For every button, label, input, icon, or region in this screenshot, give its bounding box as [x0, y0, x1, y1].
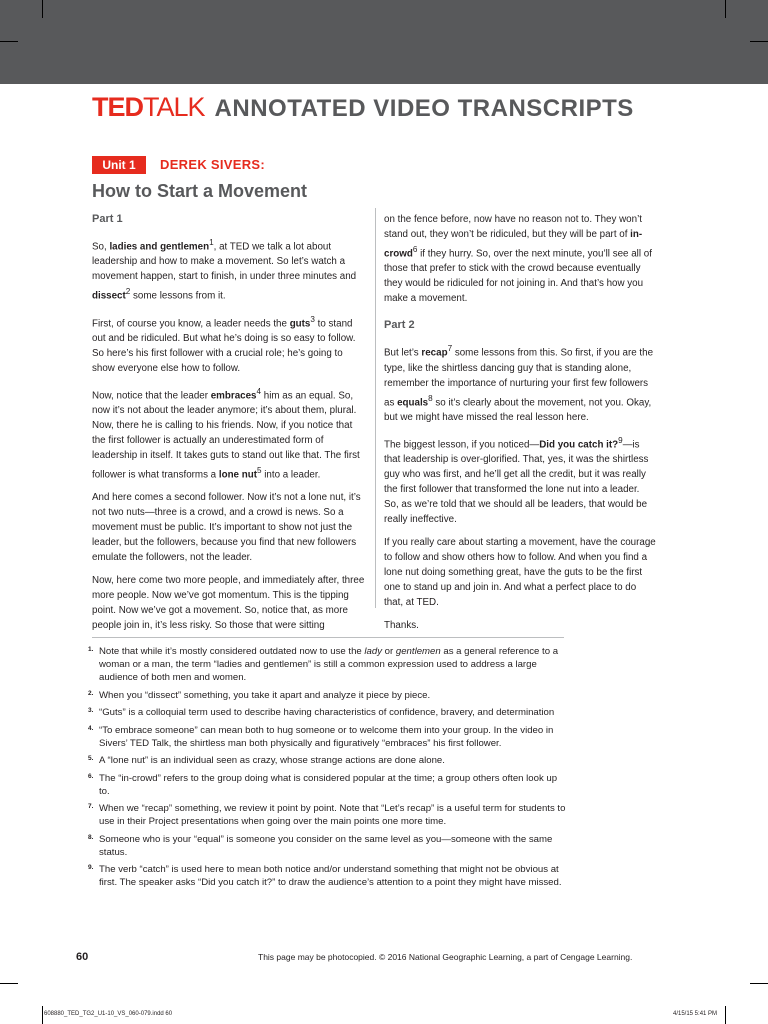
footnote-number: 6. [88, 772, 94, 780]
footnote-number: 9. [88, 864, 94, 871]
paragraph: Now, notice that the leader embraces$^4$ him as an equal. So, now it’s not about the leader anymore; it’s about them, plural. Now, there he is calling to his friends. Now, if you notice that the first follower is actually an underestimated form of leadership in itself. It takes guts to stand out like that. The first follower is what transforms a lone nut$^5$ into a leader. [92, 386, 360, 481]
footnote-text: The “in-crowd” refers to the group doing what is considered popular at the time; a group others often look up to. [99, 772, 558, 797]
column-divider [375, 208, 376, 608]
paragraph: Thanks. [384, 620, 419, 632]
footnote [88, 706, 566, 719]
footnote [88, 689, 566, 702]
footnote-text: When you “dissect” something, you take it apart and analyze it piece by piece. [99, 689, 431, 701]
footnote-text: “To embrace someone” can mean both to hug someone or to welcome them into your group. In the video in Sivers’ TED Talk, the shirtless man both physically and figuratively “embraces” his first follower. [99, 724, 554, 749]
crop-mark [725, 0, 726, 18]
talk-logo: TALK [143, 92, 205, 122]
crop-mark [42, 1006, 43, 1024]
footnote-number: 4. [88, 724, 94, 732]
page-number: 60 [76, 951, 89, 963]
part-heading: Part 1 [92, 213, 123, 225]
crop-mark [750, 41, 768, 42]
footnote [88, 754, 566, 767]
footnote-text: A “lone nut” is an individual seen as crazy, whose strange actions are done alone. [99, 755, 445, 766]
footnote-text: Someone who is your “equal” is someone you consider on the same level as you—someone with the same status. [99, 833, 553, 858]
footnote [88, 802, 566, 828]
paragraph: If you really care about starting a movement, have the courage to follow and show others how to follow. And when you find a lone nut doing something great, have the guts to be the first one to stand up and join in. And what a perfect place to do that, at TED. [384, 537, 656, 609]
footnote-text: The verb “catch” is used here to mean both notice and/or understand something that might not be obvious at first. The speaker asks “Did you catch it?” to draw the audience’s attention to a point they might have missed. [99, 864, 562, 888]
unit-badge: Unit 1 [92, 156, 146, 174]
crop-mark [725, 1006, 726, 1024]
top-banner [0, 0, 768, 84]
paragraph: And here comes a second follower. Now it’s not a lone nut, it’s not two nuts—three is a crowd, and a crowd is news. So a movement must be public. It’s important to show not just the leader, but the followers, because you find that new followers emulate the followers, not the leader. [92, 492, 361, 564]
paragraph: So, ladies and gentlemen$^1$, at TED we talk a lot about leadership and how to make a movement. So let’s watch a movement happen, start to finish, in under three minutes and dissect$^2$ some lessons from it. [92, 238, 357, 302]
paragraph: Now, here come two more people, and immediately after, three more people. Now we’ve got momentum. This is the tipping point. Now we’ve got a movement. So, notice that, as more people join in, it’s less risky. So those that were sitting [92, 575, 365, 632]
left-column [92, 212, 366, 641]
footnote [88, 833, 566, 859]
header-title [92, 92, 634, 123]
paragraph: But let’s recap$^7$ some lessons from this. So first, if you are the type, like the shirtless dancing guy that is standing alone, remember the importance of nurturing your first few followers as equals$^8$ so it’s clearly about the movement, not you. Okay, but we might have missed the real lesson here. [384, 344, 654, 423]
footnotes [88, 645, 566, 894]
paragraph: on the fence before, now have no reason not to. They won’t stand out, they won’t be ridiculed, but they will be part of in-crowd$^6$ if they hurry. So, over the next minute, you’ll see all of those that prefer to stick with the crowd because eventually they would be ridiculed for not joining in. And that’s how you make a movement. [384, 214, 652, 305]
footnote [88, 645, 566, 684]
footnote-number: 3. [88, 707, 94, 714]
footnote-number: 2. [88, 689, 94, 697]
footnote-text: When we “recap” something, we review it point by point. Note that “Let’s recap” is a useful term for students to use in their Project presentations when going over the main points one more time. [99, 803, 566, 827]
paragraph: First, of course you know, a leader needs the guts$^3$ to stand out and be ridiculed. But what he’s doing is so easy to follow. So here’s his first follower with a crucial role; he’s going to show everyone else how to follow. [92, 314, 356, 374]
footnote [88, 772, 566, 798]
footnote-number: 8. [88, 833, 94, 841]
footnote-number: 7. [88, 803, 94, 810]
right-column [384, 212, 656, 641]
footnote-text: “Guts” is a colloquial term used to describe having characteristics of confidence, bravery, and determination [99, 707, 555, 718]
paragraph: The biggest lesson, if you noticed—Did you catch it?$^9$—is that leadership is over-glorified. That, yes, it was the shirtless guy who was first, and he’ll get all the credit, but it was really the first follower that transformed the lone nut into a leader. So, as we’re told that we should all be leaders, that would be really ineffective. [384, 435, 649, 526]
speaker-name: DEREK SIVERS: [160, 157, 266, 172]
footnote-number: 5. [88, 755, 94, 762]
file-slug: 608880_TED_TG2_U1-10_VS_060-079.indd 60 [44, 1011, 173, 1017]
crop-mark [750, 983, 768, 984]
ted-logo: TED [92, 92, 143, 122]
date-slug: 4/15/15 5:41 PM [673, 1011, 718, 1017]
footnote-number: 1. [88, 646, 94, 653]
crop-mark [42, 0, 43, 18]
footnote [88, 863, 566, 889]
header-heading: ANNOTATED VIDEO TRANSCRIPTS [214, 95, 634, 122]
footnote-text: Note that while it’s mostly considered outdated now to use the lady or gentlemen as a general reference to a woman or a man, the term “ladies and gentlemen” is still a common expression used to address a large audience of both men and women. [99, 646, 559, 683]
footnote-divider [92, 637, 564, 638]
article-title: How to Start a Movement [92, 181, 308, 201]
copyright-notice: This page may be photocopied. © 2016 National Geographic Learning, a part of Cengage Learning. [258, 952, 633, 962]
crop-mark [0, 41, 18, 42]
part-heading: Part 2 [384, 319, 415, 332]
footnote [88, 724, 566, 750]
crop-mark [0, 983, 18, 984]
